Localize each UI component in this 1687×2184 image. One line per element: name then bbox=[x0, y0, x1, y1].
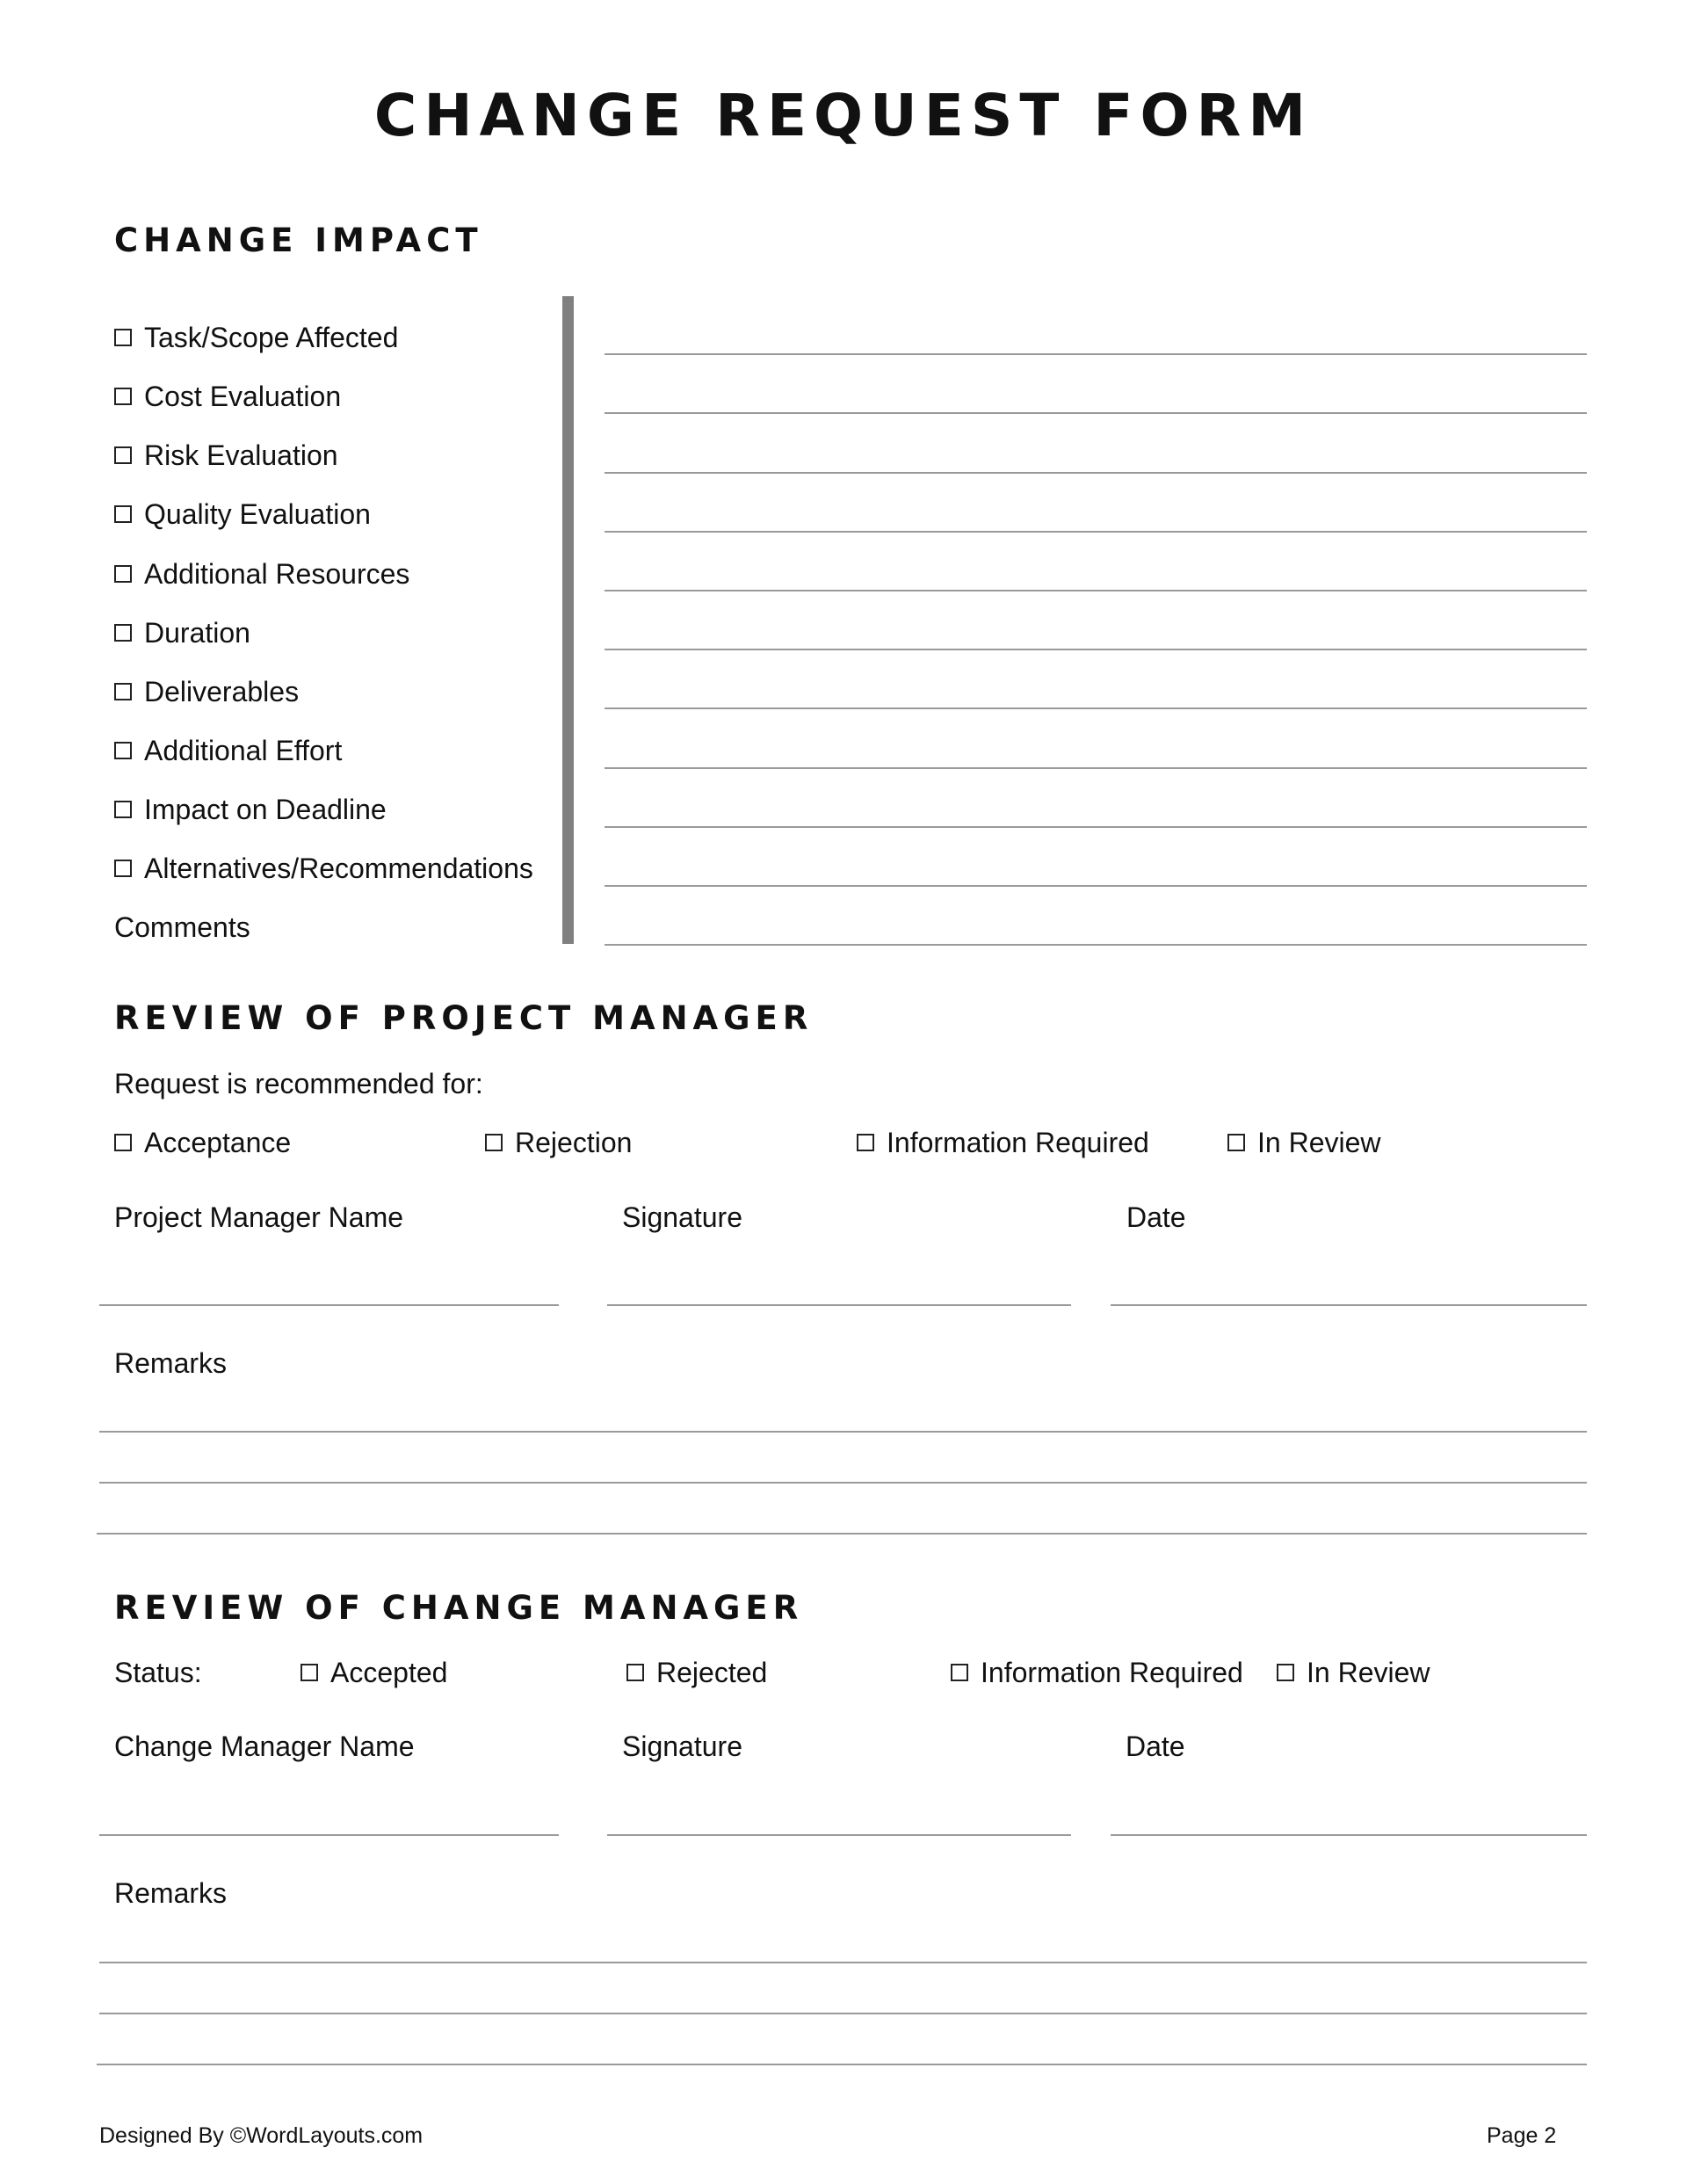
checkbox-icon bbox=[114, 624, 132, 642]
section-heading-change-impact: CHANGE IMPACT bbox=[114, 221, 483, 259]
pm-name-label: Project Manager Name bbox=[114, 1201, 404, 1233]
checkbox-icon bbox=[114, 446, 132, 464]
pm-option-information-required[interactable]: Information Required bbox=[857, 1125, 1149, 1160]
pm-date-label: Date bbox=[1126, 1201, 1186, 1233]
pm-remarks-line[interactable] bbox=[99, 1482, 1587, 1484]
pm-signature-label: Signature bbox=[622, 1201, 742, 1233]
comments-answer-line[interactable] bbox=[605, 944, 1587, 946]
cm-remarks-label: Remarks bbox=[114, 1877, 228, 1909]
pm-option-acceptance[interactable]: Acceptance bbox=[114, 1125, 291, 1160]
pm-name-field[interactable] bbox=[99, 1304, 559, 1306]
pm-date-field[interactable] bbox=[1111, 1304, 1587, 1306]
cm-remarks-line[interactable] bbox=[99, 2013, 1587, 2014]
cm-remarks-line[interactable] bbox=[99, 1962, 1587, 1963]
pm-remarks-line[interactable] bbox=[97, 1533, 1587, 1535]
impact-answer-line[interactable] bbox=[605, 885, 1587, 887]
impact-answer-line[interactable] bbox=[605, 531, 1587, 533]
impact-item-quality-evaluation[interactable]: Quality Evaluation bbox=[114, 497, 371, 532]
impact-item-alternatives[interactable]: Alternatives/Recommendations bbox=[114, 851, 533, 886]
checkbox-icon bbox=[114, 329, 132, 346]
impact-item-task-scope[interactable]: Task/Scope Affected bbox=[114, 320, 398, 355]
checkbox-icon bbox=[1227, 1134, 1245, 1151]
footer-credit: Designed By ©WordLayouts.com bbox=[99, 2123, 424, 2148]
pm-remarks-line[interactable] bbox=[99, 1431, 1587, 1433]
impact-item-additional-effort[interactable]: Additional Effort bbox=[114, 733, 342, 768]
checkbox-icon bbox=[114, 742, 132, 759]
section-heading-change-manager: REVIEW OF CHANGE MANAGER bbox=[114, 1589, 804, 1627]
pm-remarks-label: Remarks bbox=[114, 1347, 228, 1379]
checkbox-icon bbox=[485, 1134, 503, 1151]
checkbox-icon bbox=[300, 1664, 318, 1681]
impact-item-cost-evaluation[interactable]: Cost Evaluation bbox=[114, 379, 341, 414]
cm-option-rejected[interactable]: Rejected bbox=[626, 1655, 767, 1690]
cm-signature-field[interactable] bbox=[607, 1834, 1071, 1836]
cm-option-information-required[interactable]: Information Required bbox=[951, 1655, 1243, 1690]
impact-answer-line[interactable] bbox=[605, 826, 1587, 828]
pm-signature-field[interactable] bbox=[607, 1304, 1071, 1306]
checkbox-icon bbox=[857, 1134, 874, 1151]
checkbox-icon bbox=[114, 1134, 132, 1151]
cm-signature-label: Signature bbox=[622, 1731, 742, 1762]
impact-item-deliverables[interactable]: Deliverables bbox=[114, 674, 299, 709]
cm-date-field[interactable] bbox=[1111, 1834, 1587, 1836]
impact-answer-line[interactable] bbox=[605, 590, 1587, 591]
cm-name-label: Change Manager Name bbox=[114, 1731, 415, 1762]
checkbox-icon bbox=[114, 505, 132, 523]
impact-item-risk-evaluation[interactable]: Risk Evaluation bbox=[114, 438, 338, 473]
impact-divider-bar bbox=[562, 296, 574, 944]
comments-label: Comments bbox=[114, 911, 250, 943]
cm-option-in-review[interactable]: In Review bbox=[1277, 1655, 1430, 1690]
footer-page-number: Page 2 bbox=[1487, 2123, 1557, 2148]
checkbox-icon bbox=[114, 683, 132, 700]
impact-item-additional-resources[interactable]: Additional Resources bbox=[114, 556, 409, 591]
status-label: Status: bbox=[114, 1657, 202, 1688]
cm-date-label: Date bbox=[1126, 1731, 1185, 1762]
impact-answer-line[interactable] bbox=[605, 707, 1587, 709]
impact-item-impact-on-deadline[interactable]: Impact on Deadline bbox=[114, 792, 387, 827]
cm-option-accepted[interactable]: Accepted bbox=[300, 1655, 447, 1690]
impact-answer-line[interactable] bbox=[605, 649, 1587, 650]
pm-option-in-review[interactable]: In Review bbox=[1227, 1125, 1381, 1160]
impact-answer-line[interactable] bbox=[605, 767, 1587, 769]
checkbox-icon bbox=[626, 1664, 644, 1681]
pm-option-rejection[interactable]: Rejection bbox=[485, 1125, 632, 1160]
checkbox-icon bbox=[114, 860, 132, 877]
impact-answer-line[interactable] bbox=[605, 412, 1587, 414]
checkbox-icon bbox=[114, 801, 132, 818]
checkbox-icon bbox=[114, 388, 132, 405]
cm-name-field[interactable] bbox=[99, 1834, 559, 1836]
impact-answer-line[interactable] bbox=[605, 353, 1587, 355]
form-title: CHANGE REQUEST FORM bbox=[373, 82, 1314, 149]
checkbox-icon bbox=[1277, 1664, 1294, 1681]
checkbox-icon bbox=[951, 1664, 968, 1681]
recommend-label: Request is recommended for: bbox=[114, 1068, 483, 1099]
section-heading-project-manager: REVIEW OF PROJECT MANAGER bbox=[114, 999, 814, 1037]
cm-remarks-line[interactable] bbox=[97, 2064, 1587, 2065]
impact-answer-line[interactable] bbox=[605, 472, 1587, 474]
impact-item-duration[interactable]: Duration bbox=[114, 615, 250, 650]
checkbox-icon bbox=[114, 565, 132, 583]
